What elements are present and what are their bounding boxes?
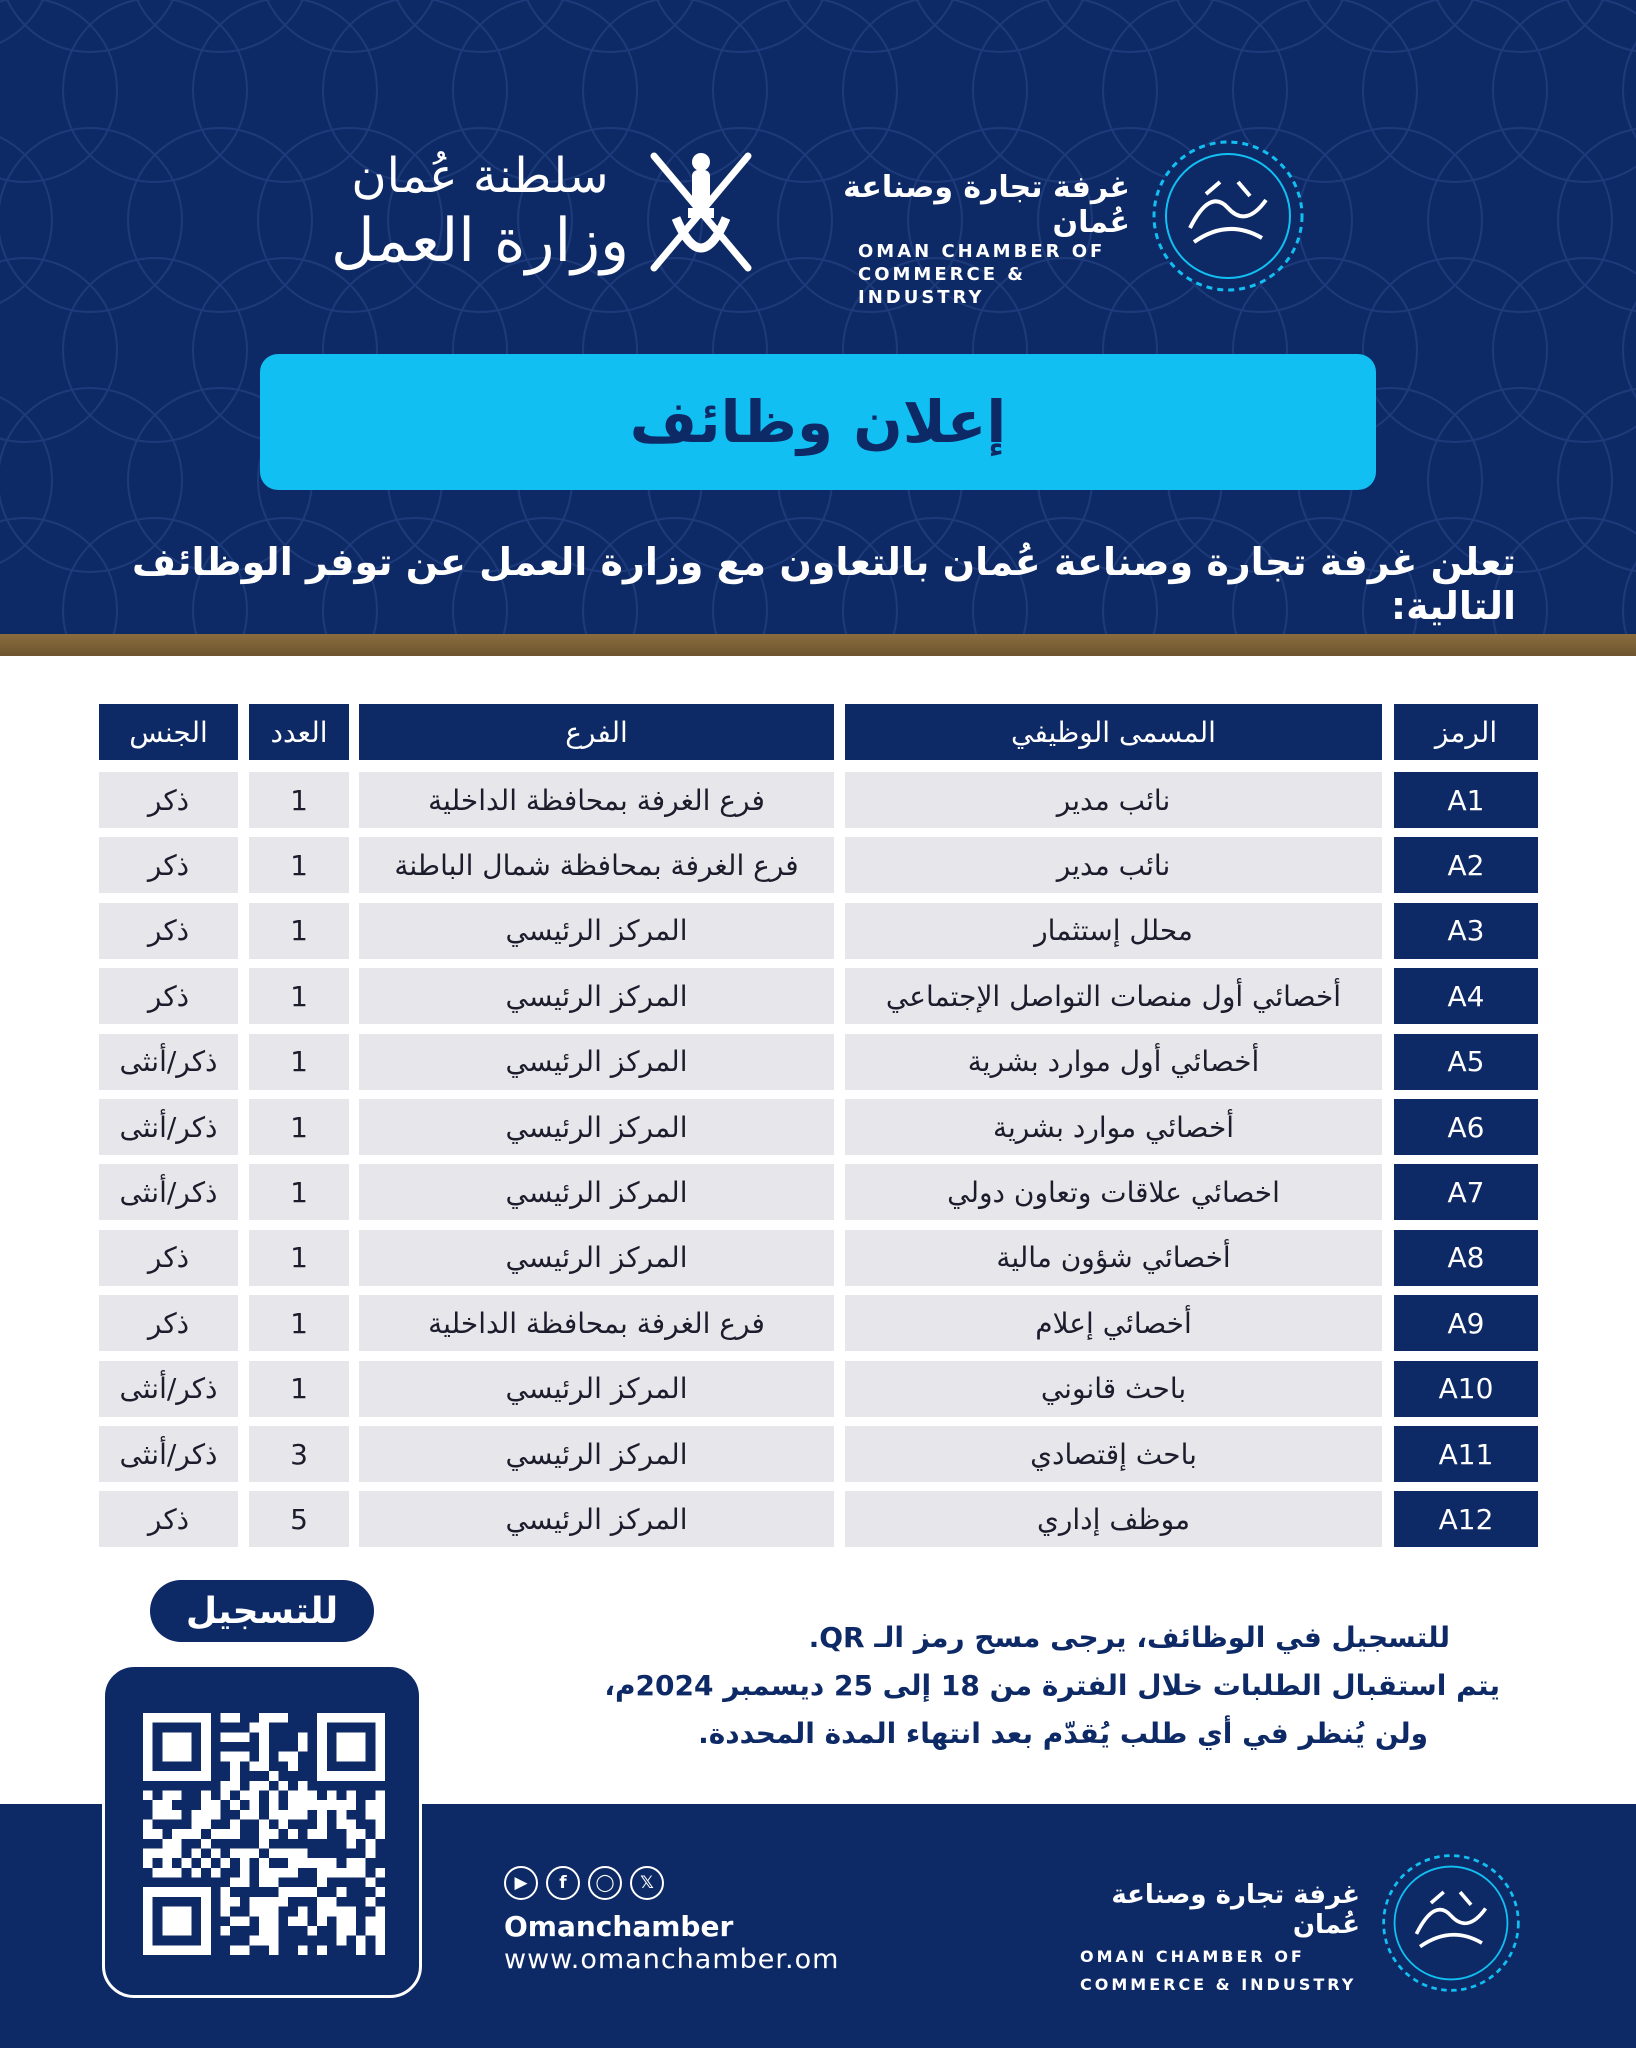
cell-count: 1 xyxy=(249,1230,349,1286)
cell-branch: المركز الرئيسي xyxy=(359,1491,834,1547)
cell-count: 5 xyxy=(249,1491,349,1547)
registration-line-1: للتسجيل في الوظائف، يرجى مسح رمز الـ QR. xyxy=(808,1621,1450,1654)
cell-count: 1 xyxy=(249,837,349,893)
oman-emblem-icon xyxy=(636,148,766,280)
cell-title: أخصائي إعلام xyxy=(845,1295,1382,1351)
cell-branch: المركز الرئيسي xyxy=(359,1099,834,1155)
cell-code: A9 xyxy=(1394,1295,1538,1351)
cell-count: 1 xyxy=(249,1164,349,1220)
chamber-name-block xyxy=(820,170,1130,309)
cell-count: 1 xyxy=(249,903,349,959)
cell-code: A11 xyxy=(1394,1426,1538,1482)
cell-branch: فرع الغرفة بمحافظة شمال الباطنة xyxy=(359,837,834,893)
cell-count: 1 xyxy=(249,772,349,828)
cell-code: A12 xyxy=(1394,1491,1538,1547)
cell-title: باحث إقتصادي xyxy=(845,1426,1382,1482)
cell-branch: المركز الرئيسي xyxy=(359,903,834,959)
cell-code: A6 xyxy=(1394,1099,1538,1155)
register-label: للتسجيل xyxy=(150,1580,374,1642)
sultanate-name: سلطنة عُمان xyxy=(351,148,609,204)
footer-chamber-logo-icon xyxy=(1380,1852,1522,1994)
chamber-name-en-2: COMMERCE & INDUSTRY xyxy=(858,264,1026,308)
col-header-gender: الجنس xyxy=(99,704,238,760)
cell-title: باحث قانوني xyxy=(845,1361,1382,1417)
qr-code-card[interactable] xyxy=(102,1664,422,1998)
footer-chamber-name-ar: غرفة تجارة وصناعة عُمان xyxy=(1111,1880,1360,1940)
col-header-count: العدد xyxy=(249,704,349,760)
col-header-branch: الفرع xyxy=(359,704,834,760)
header-banner xyxy=(0,0,1636,640)
cell-gender: ذكر/أنثى xyxy=(99,1426,238,1482)
registration-line-2: يتم استقبال الطلبات خلال الفترة من 18 إلى 25 ديسمبر 2024م، xyxy=(604,1669,1500,1702)
title-banner xyxy=(260,354,1376,490)
footer-chamber-name-en-2: COMMERCE & INDUSTRY xyxy=(1080,1975,1357,1994)
cell-title: أخصائي أول موارد بشرية xyxy=(845,1034,1382,1090)
cell-branch: فرع الغرفة بمحافظة الداخلية xyxy=(359,1295,834,1351)
cell-gender: ذكر/أنثى xyxy=(99,1034,238,1090)
cell-title: أخصائي شؤون مالية xyxy=(845,1230,1382,1286)
cell-code: A7 xyxy=(1394,1164,1538,1220)
cell-gender: ذكر xyxy=(99,837,238,893)
ministry-name-block xyxy=(330,148,630,278)
cell-code: A4 xyxy=(1394,968,1538,1024)
website-link[interactable]: www.omanchamber.om xyxy=(504,1944,840,1975)
chamber-logo-icon xyxy=(1150,138,1306,294)
cell-gender: ذكر xyxy=(99,968,238,1024)
chamber-name-en-1: OMAN CHAMBER OF xyxy=(858,241,1106,262)
cell-code: A3 xyxy=(1394,903,1538,959)
cell-code: A10 xyxy=(1394,1361,1538,1417)
cell-code: A1 xyxy=(1394,772,1538,828)
intro-text: تعلن غرفة تجارة وصناعة عُمان بالتعاون مع وزارة العمل عن توفر الوظائف التالية: xyxy=(132,540,1516,628)
social-links xyxy=(504,1866,664,1900)
cell-branch: المركز الرئيسي xyxy=(359,1034,834,1090)
gold-divider xyxy=(0,634,1636,656)
cell-branch: المركز الرئيسي xyxy=(359,1164,834,1220)
col-header-code: الرمز xyxy=(1394,704,1538,760)
cell-gender: ذكر xyxy=(99,1230,238,1286)
cell-count: 1 xyxy=(249,1034,349,1090)
cell-code: A8 xyxy=(1394,1230,1538,1286)
cell-count: 1 xyxy=(249,968,349,1024)
chamber-name-ar: غرفة تجارة وصناعة عُمان xyxy=(843,170,1130,240)
cell-title: محلل إستثمار xyxy=(845,903,1382,959)
youtube-icon[interactable]: ▶ xyxy=(504,1866,538,1900)
registration-info xyxy=(600,1614,1500,1758)
page-title: إعلان وظائف xyxy=(629,388,1007,456)
footer-chamber-name-en-1: OMAN CHAMBER OF xyxy=(1080,1947,1305,1966)
cell-branch: المركز الرئيسي xyxy=(359,1230,834,1286)
cell-count: 1 xyxy=(249,1361,349,1417)
cell-title: نائب مدير xyxy=(845,772,1382,828)
cell-title: اخصائي علاقات وتعاون دولي xyxy=(845,1164,1382,1220)
col-header-title: المسمى الوظيفي xyxy=(845,704,1382,760)
cell-code: A2 xyxy=(1394,837,1538,893)
cell-branch: المركز الرئيسي xyxy=(359,1426,834,1482)
social-handle[interactable]: Omanchamber xyxy=(504,1910,734,1943)
x-icon[interactable]: 𝕏 xyxy=(630,1866,664,1900)
instagram-icon[interactable]: ◯ xyxy=(588,1866,622,1900)
qr-code[interactable] xyxy=(143,1713,385,1955)
cell-branch: المركز الرئيسي xyxy=(359,968,834,1024)
cell-branch: فرع الغرفة بمحافظة الداخلية xyxy=(359,772,834,828)
cell-gender: ذكر xyxy=(99,903,238,959)
cell-gender: ذكر/أنثى xyxy=(99,1361,238,1417)
cell-title: موظف إداري xyxy=(845,1491,1382,1547)
facebook-icon[interactable]: f xyxy=(546,1866,580,1900)
cell-gender: ذكر xyxy=(99,1295,238,1351)
cell-gender: ذكر/أنثى xyxy=(99,1099,238,1155)
cell-count: 3 xyxy=(249,1426,349,1482)
cell-gender: ذكر/أنثى xyxy=(99,1164,238,1220)
cell-count: 1 xyxy=(249,1295,349,1351)
ministry-name: وزارة العمل xyxy=(330,206,630,276)
registration-line-3: ولن يُنظر في أي طلب يُقدّم بعد انتهاء المدة المحددة. xyxy=(698,1717,1428,1750)
cell-code: A5 xyxy=(1394,1034,1538,1090)
cell-title: أخصائي موارد بشرية xyxy=(845,1099,1382,1155)
cell-gender: ذكر xyxy=(99,772,238,828)
cell-branch: المركز الرئيسي xyxy=(359,1361,834,1417)
cell-title: نائب مدير xyxy=(845,837,1382,893)
footer-chamber-name xyxy=(1080,1880,1360,1996)
cell-gender: ذكر xyxy=(99,1491,238,1547)
cell-title: أخصائي أول منصات التواصل الإجتماعي xyxy=(845,968,1382,1024)
cell-count: 1 xyxy=(249,1099,349,1155)
